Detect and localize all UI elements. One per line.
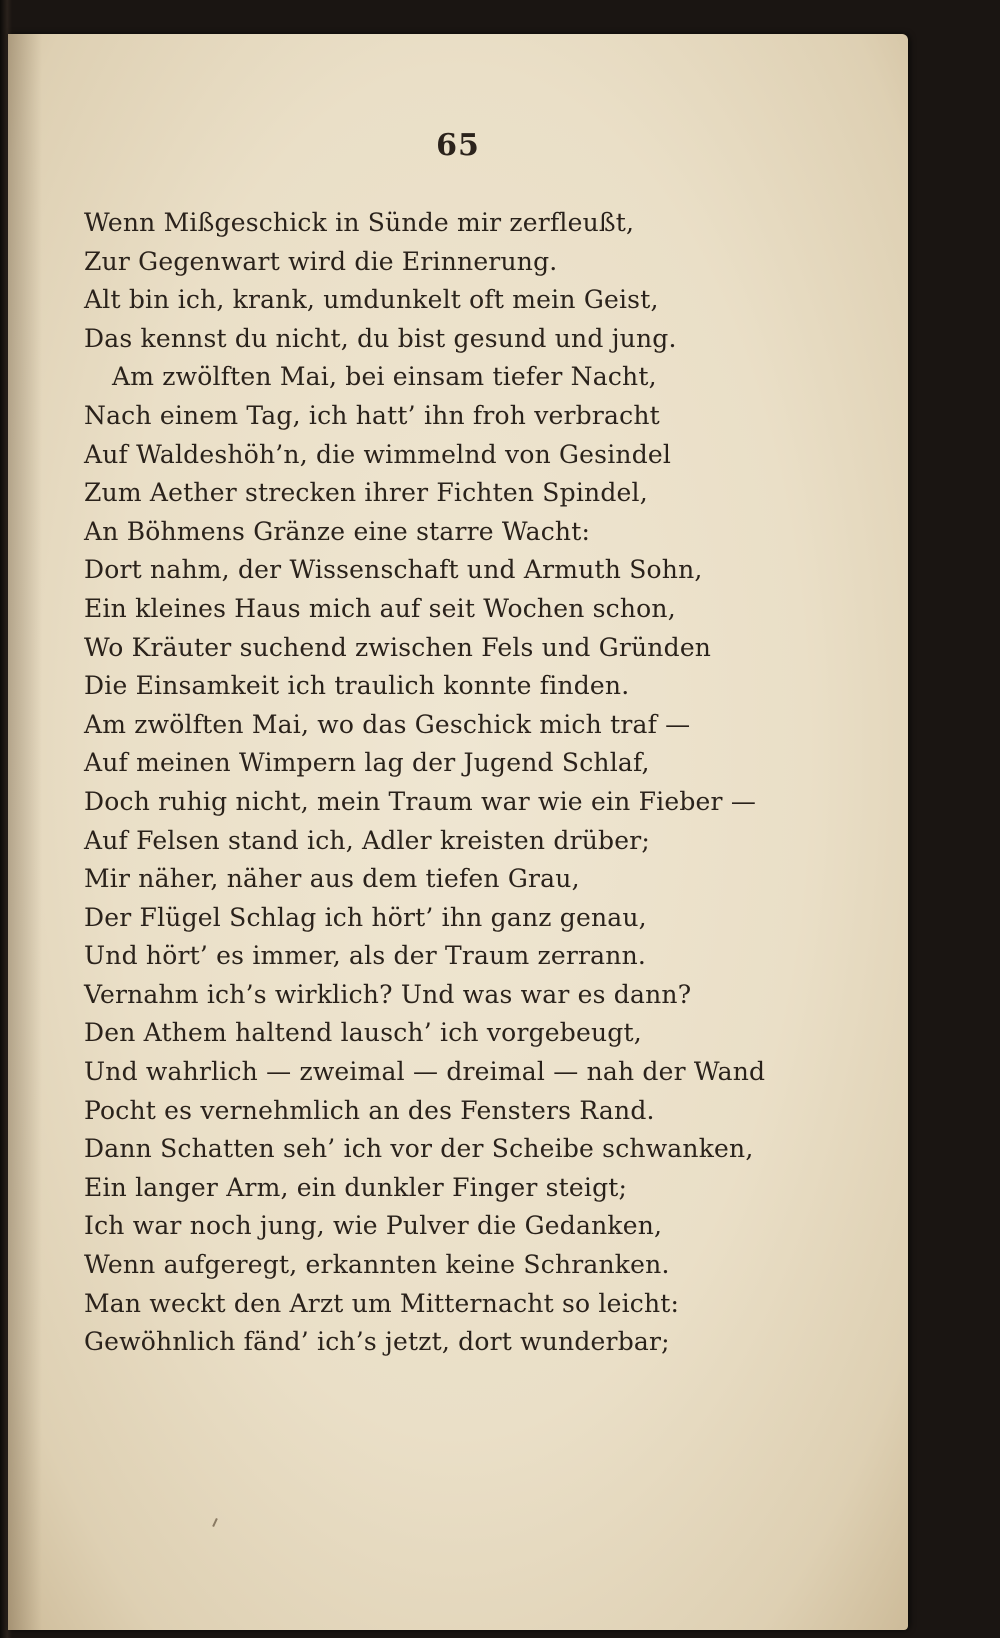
verse-line: Den Athem haltend lausch’ ich vorgebeugt, — [84, 1018, 642, 1048]
verse-line: Alt bin ich, krank, umdunkelt oft mein Geist, — [84, 285, 659, 315]
book-page — [8, 34, 908, 1630]
verse-line: Zum Aether strecken ihrer Fichten Spindel, — [84, 478, 648, 508]
verse-line: Ein kleines Haus mich auf seit Wochen schon, — [84, 593, 676, 623]
verse-line: An Böhmens Gränze eine starre Wacht: — [84, 516, 591, 546]
verse-line: Die Einsamkeit ich traulich konnte finden. — [84, 671, 630, 701]
verse-line: Dann Schatten seh’ ich vor der Scheibe schwanken, — [84, 1134, 754, 1164]
verse-line: Zur Gegenwart wird die Erinnerung. — [84, 246, 558, 276]
verse-line: Mir näher, näher aus dem tiefen Grau, — [84, 864, 580, 894]
verse-line: Wenn Mißgeschick in Sünde mir zerfleußt, — [84, 208, 635, 237]
verse-line: Wo Kräuter suchend zwischen Fels und Gründen — [84, 632, 712, 662]
verse-line: Ich war noch jung, wie Pulver die Gedanken, — [84, 1211, 663, 1241]
verse-line: Auf Waldeshöh’n, die wimmelnd von Gesindel — [84, 439, 672, 469]
page-number: 65 — [436, 128, 480, 163]
verse-line: Der Flügel Schlag ich hört’ ihn ganz genau, — [84, 902, 647, 932]
verse-line: Ein langer Arm, ein dunkler Finger steigt; — [84, 1172, 628, 1202]
verse-line: Gewöhnlich fänd’ ich’s jetzt, dort wunderbar; — [84, 1327, 670, 1357]
verse-line: Nach einem Tag, ich hatt’ ihn froh verbracht — [84, 400, 660, 430]
verse-line: Doch ruhig nicht, mein Traum war wie ein Fieber — — [84, 786, 757, 816]
verse-line: Und hört’ es immer, als der Traum zerrann. — [84, 941, 647, 971]
verse-line: Wenn aufgeregt, erkannten keine Schranken. — [84, 1250, 670, 1280]
verse-line: Vernahm ich’s wirklich? Und was war es dann? — [84, 979, 692, 1009]
verse-line: Am zwölften Mai, bei einsam tiefer Nacht, — [112, 362, 657, 392]
verse-line: Auf meinen Wimpern lag der Jugend Schlaf, — [84, 748, 650, 778]
verse-line: Das kennst du nicht, du bist gesund und jung. — [84, 323, 677, 353]
paper-fleck — [212, 1518, 218, 1527]
poem-text — [84, 204, 884, 1362]
verse-line: Auf Felsen stand ich, Adler kreisten drüber; — [84, 825, 651, 855]
verse-line: Man weckt den Arzt um Mitternacht so leicht: — [84, 1288, 680, 1318]
verse-line: Pocht es vernehmlich an des Fensters Rand. — [84, 1095, 655, 1125]
verse-line: Dort nahm, der Wissenschaft und Armuth Sohn, — [84, 555, 703, 585]
verse-line: Und wahrlich — zweimal — dreimal — nah der Wand — [84, 1057, 766, 1087]
verse-line: Am zwölften Mai, wo das Geschick mich traf — — [84, 709, 691, 739]
